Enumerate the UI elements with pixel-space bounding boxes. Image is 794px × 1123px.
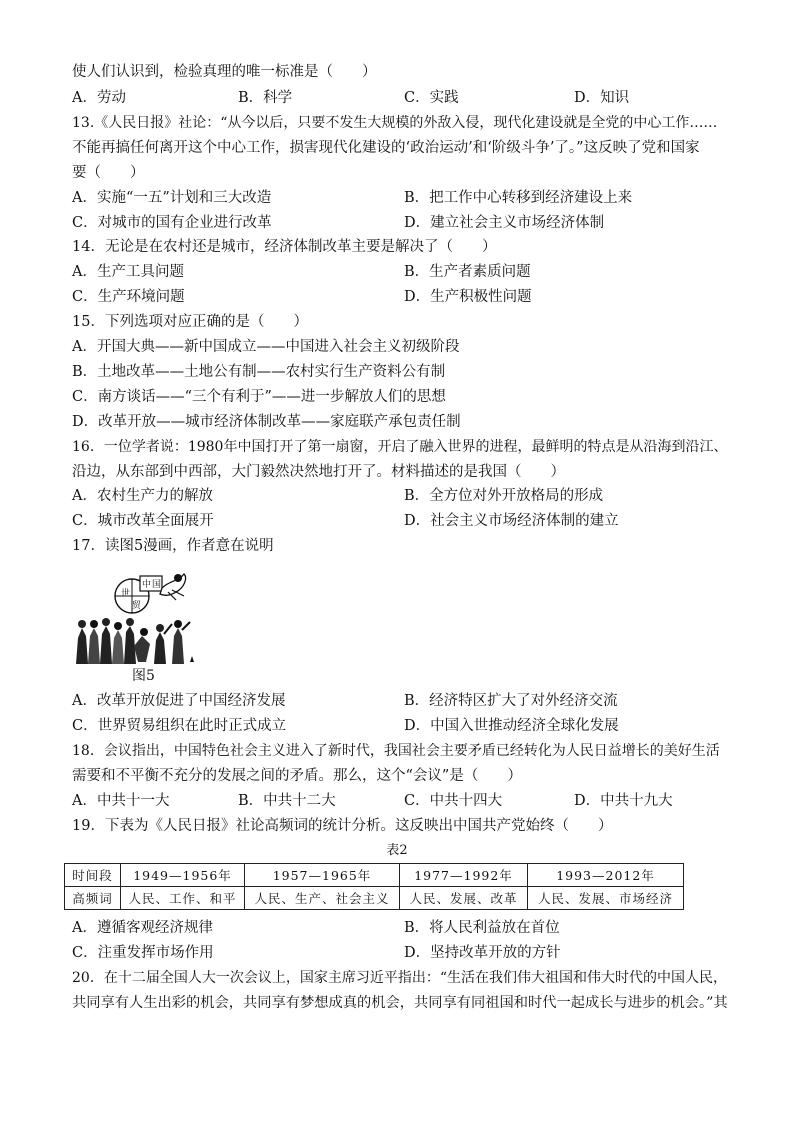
q12-option-c[interactable]: C．实践 [404, 90, 459, 106]
q16-options-row1 [72, 486, 728, 506]
q19-stem: 19．下表为《人民日报》社论高频词的统计分析。这反映出中国共产党始终（ ） [72, 818, 613, 834]
q12-stem-tail: 使人们认识到，检验真理的唯一标准是（ ） [72, 64, 377, 80]
q14-option-c[interactable]: C．生产环境问题 [72, 289, 185, 305]
table-cell: 人民、工作、和平 [121, 887, 245, 910]
q17-option-c[interactable]: C．世界贸易组织在此时正式成立 [72, 718, 287, 734]
sign-char-1: 中 [142, 580, 152, 590]
q15-option-b[interactable]: B．土地改革——土地公有制——农村实行生产资料公有制 [72, 364, 446, 380]
flying-figure-icon [160, 574, 186, 600]
q16-option-d[interactable]: D．社会主义市场经济体制的建立 [404, 513, 619, 529]
table-cell: 1977—1992年 [400, 864, 528, 887]
table-row [65, 887, 684, 910]
q13-stem-1: 13.《人民日报》社论：“从今以后，只要不发生大规模的外敌入侵，现代化建设就是全党的中心工作…… [72, 115, 718, 131]
q20-stem-2: 共同享有人生出彩的机会，共同享有梦想成真的机会，共同享有同祖国和时代一起成长与进步的机会。”其 [72, 995, 728, 1011]
q19-option-d[interactable]: D．坚持改革开放的方针 [404, 945, 561, 961]
crowd-figures-icon [76, 618, 194, 664]
q15-option-a[interactable]: A．开国大典——新中国成立——中国进入社会主义初级阶段 [72, 339, 460, 355]
q19-option-c[interactable]: C．注重发挥市场作用 [72, 945, 214, 961]
q16-stem-2: 沿边，从东部到中西部，大门毅然决然地打开了。材料描述的是我国（ ） [72, 464, 565, 480]
table-cell: 人民、生产、社会主义 [245, 887, 400, 910]
cartoon-figure-5 [72, 566, 196, 664]
q13-stem-3: 要（ ） [72, 165, 145, 181]
table-cell: 时间段 [65, 864, 121, 887]
q17-options-row1 [72, 691, 728, 711]
q12-option-a[interactable]: A．劳动 [72, 90, 126, 106]
q18-stem-2: 需要和不平衡不充分的发展之间的矛盾。那么，这个“会议”是（ ） [72, 768, 522, 784]
q13-option-d[interactable]: D．建立社会主义市场经济体制 [404, 215, 605, 231]
q13-options-row2 [72, 213, 728, 233]
q14-stem: 14．无论是在农村还是城市，经济体制改革主要是解决了（ ） [72, 239, 497, 255]
q15-option-c[interactable]: C．南方谈话——“三个有利于”——进一步解放人们的思想 [72, 389, 446, 405]
q16-option-b[interactable]: B．全方位对外开放格局的形成 [404, 488, 604, 504]
figure-caption: 图5 [132, 668, 155, 684]
q16-options-row2 [72, 511, 728, 531]
q15-stem: 15．下列选项对应正确的是（ ） [72, 314, 308, 330]
table-header-row [65, 864, 684, 887]
table-cell: 高频词 [65, 887, 121, 910]
q17-stem: 17．读图5漫画，作者意在说明 [72, 538, 274, 554]
q12-option-d[interactable]: D．知识 [574, 90, 630, 106]
q16-option-c[interactable]: C．城市改革全面展开 [72, 513, 214, 529]
table-cell: 1957—1965年 [245, 864, 400, 887]
q17-option-b[interactable]: B．经济特区扩大了对外经济交流 [404, 693, 618, 709]
q14-options-row2 [72, 287, 728, 307]
q13-options-row1 [72, 188, 728, 208]
globe-char-1: 世 [121, 589, 131, 599]
q14-option-a[interactable]: A．生产工具问题 [72, 264, 184, 280]
q18-options [72, 791, 728, 811]
q13-option-b[interactable]: B．把工作中心转移到经济建设上来 [404, 190, 633, 206]
q19-option-b[interactable]: B．将人民利益放在首位 [404, 920, 560, 936]
q12-options [72, 88, 728, 108]
q17-option-d[interactable]: D．中国入世推动经济全球化发展 [404, 718, 619, 734]
high-frequency-words-table [64, 863, 684, 910]
table-caption: 表2 [386, 843, 408, 858]
q14-options-row1 [72, 262, 728, 282]
q19-options-row1 [72, 918, 728, 938]
q15-option-d[interactable]: D．改革开放——城市经济体制改革——家庭联产承包责任制 [72, 414, 461, 430]
sign-char-2: 国 [152, 580, 162, 590]
q16-stem-1: 16．一位学者说：1980年中国打开了第一扇窗，开启了融入世界的进程，最鲜明的特点是从沿海到沿江、 [72, 439, 728, 455]
q18-option-a[interactable]: A．中共十一大 [72, 793, 170, 809]
q17-options-row2 [72, 716, 728, 736]
q13-option-c[interactable]: C．对城市的国有企业进行改革 [72, 215, 272, 231]
table-cell: 1993—2012年 [528, 864, 684, 887]
q16-option-a[interactable]: A．农村生产力的解放 [72, 488, 213, 504]
q20-stem-1: 20．在十二届全国人大一次会议上，国家主席习近平指出：“生活在我们伟大祖国和伟大时代的中国人民， [72, 970, 727, 986]
q14-option-d[interactable]: D．生产积极性问题 [404, 289, 532, 305]
q18-stem-1: 18．会议指出，中国特色社会主义进入了新时代，我国社会主要矛盾已经转化为人民日益增长的美好生活 [72, 743, 720, 759]
q13-option-a[interactable]: A．实施“一五”计划和三大改造 [72, 190, 272, 206]
q18-option-c[interactable]: C．中共十四大 [404, 793, 503, 809]
q12-option-b[interactable]: B．科学 [238, 90, 293, 106]
table-cell: 1949—1956年 [121, 864, 245, 887]
q14-option-b[interactable]: B．生产者素质问题 [404, 264, 531, 280]
q17-option-a[interactable]: A．改革开放促进了中国经济发展 [72, 693, 286, 709]
table-cell: 人民、发展、改革 [400, 887, 528, 910]
q19-option-a[interactable]: A．遵循客观经济规律 [72, 920, 213, 936]
globe-char-2: 贸 [132, 601, 142, 611]
q18-option-d[interactable]: D．中共十九大 [574, 793, 673, 809]
q18-option-b[interactable]: B．中共十二大 [238, 793, 336, 809]
china-sign-icon [140, 576, 162, 591]
q19-options-row2 [72, 943, 728, 963]
table-cell: 人民、发展、市场经济 [528, 887, 684, 910]
q13-stem-2: 不能再搞任何离开这个中心工作，损害现代化建设的‘政治运动’和‘阶级斗争’了。”这反映了党和国家 [72, 140, 700, 156]
